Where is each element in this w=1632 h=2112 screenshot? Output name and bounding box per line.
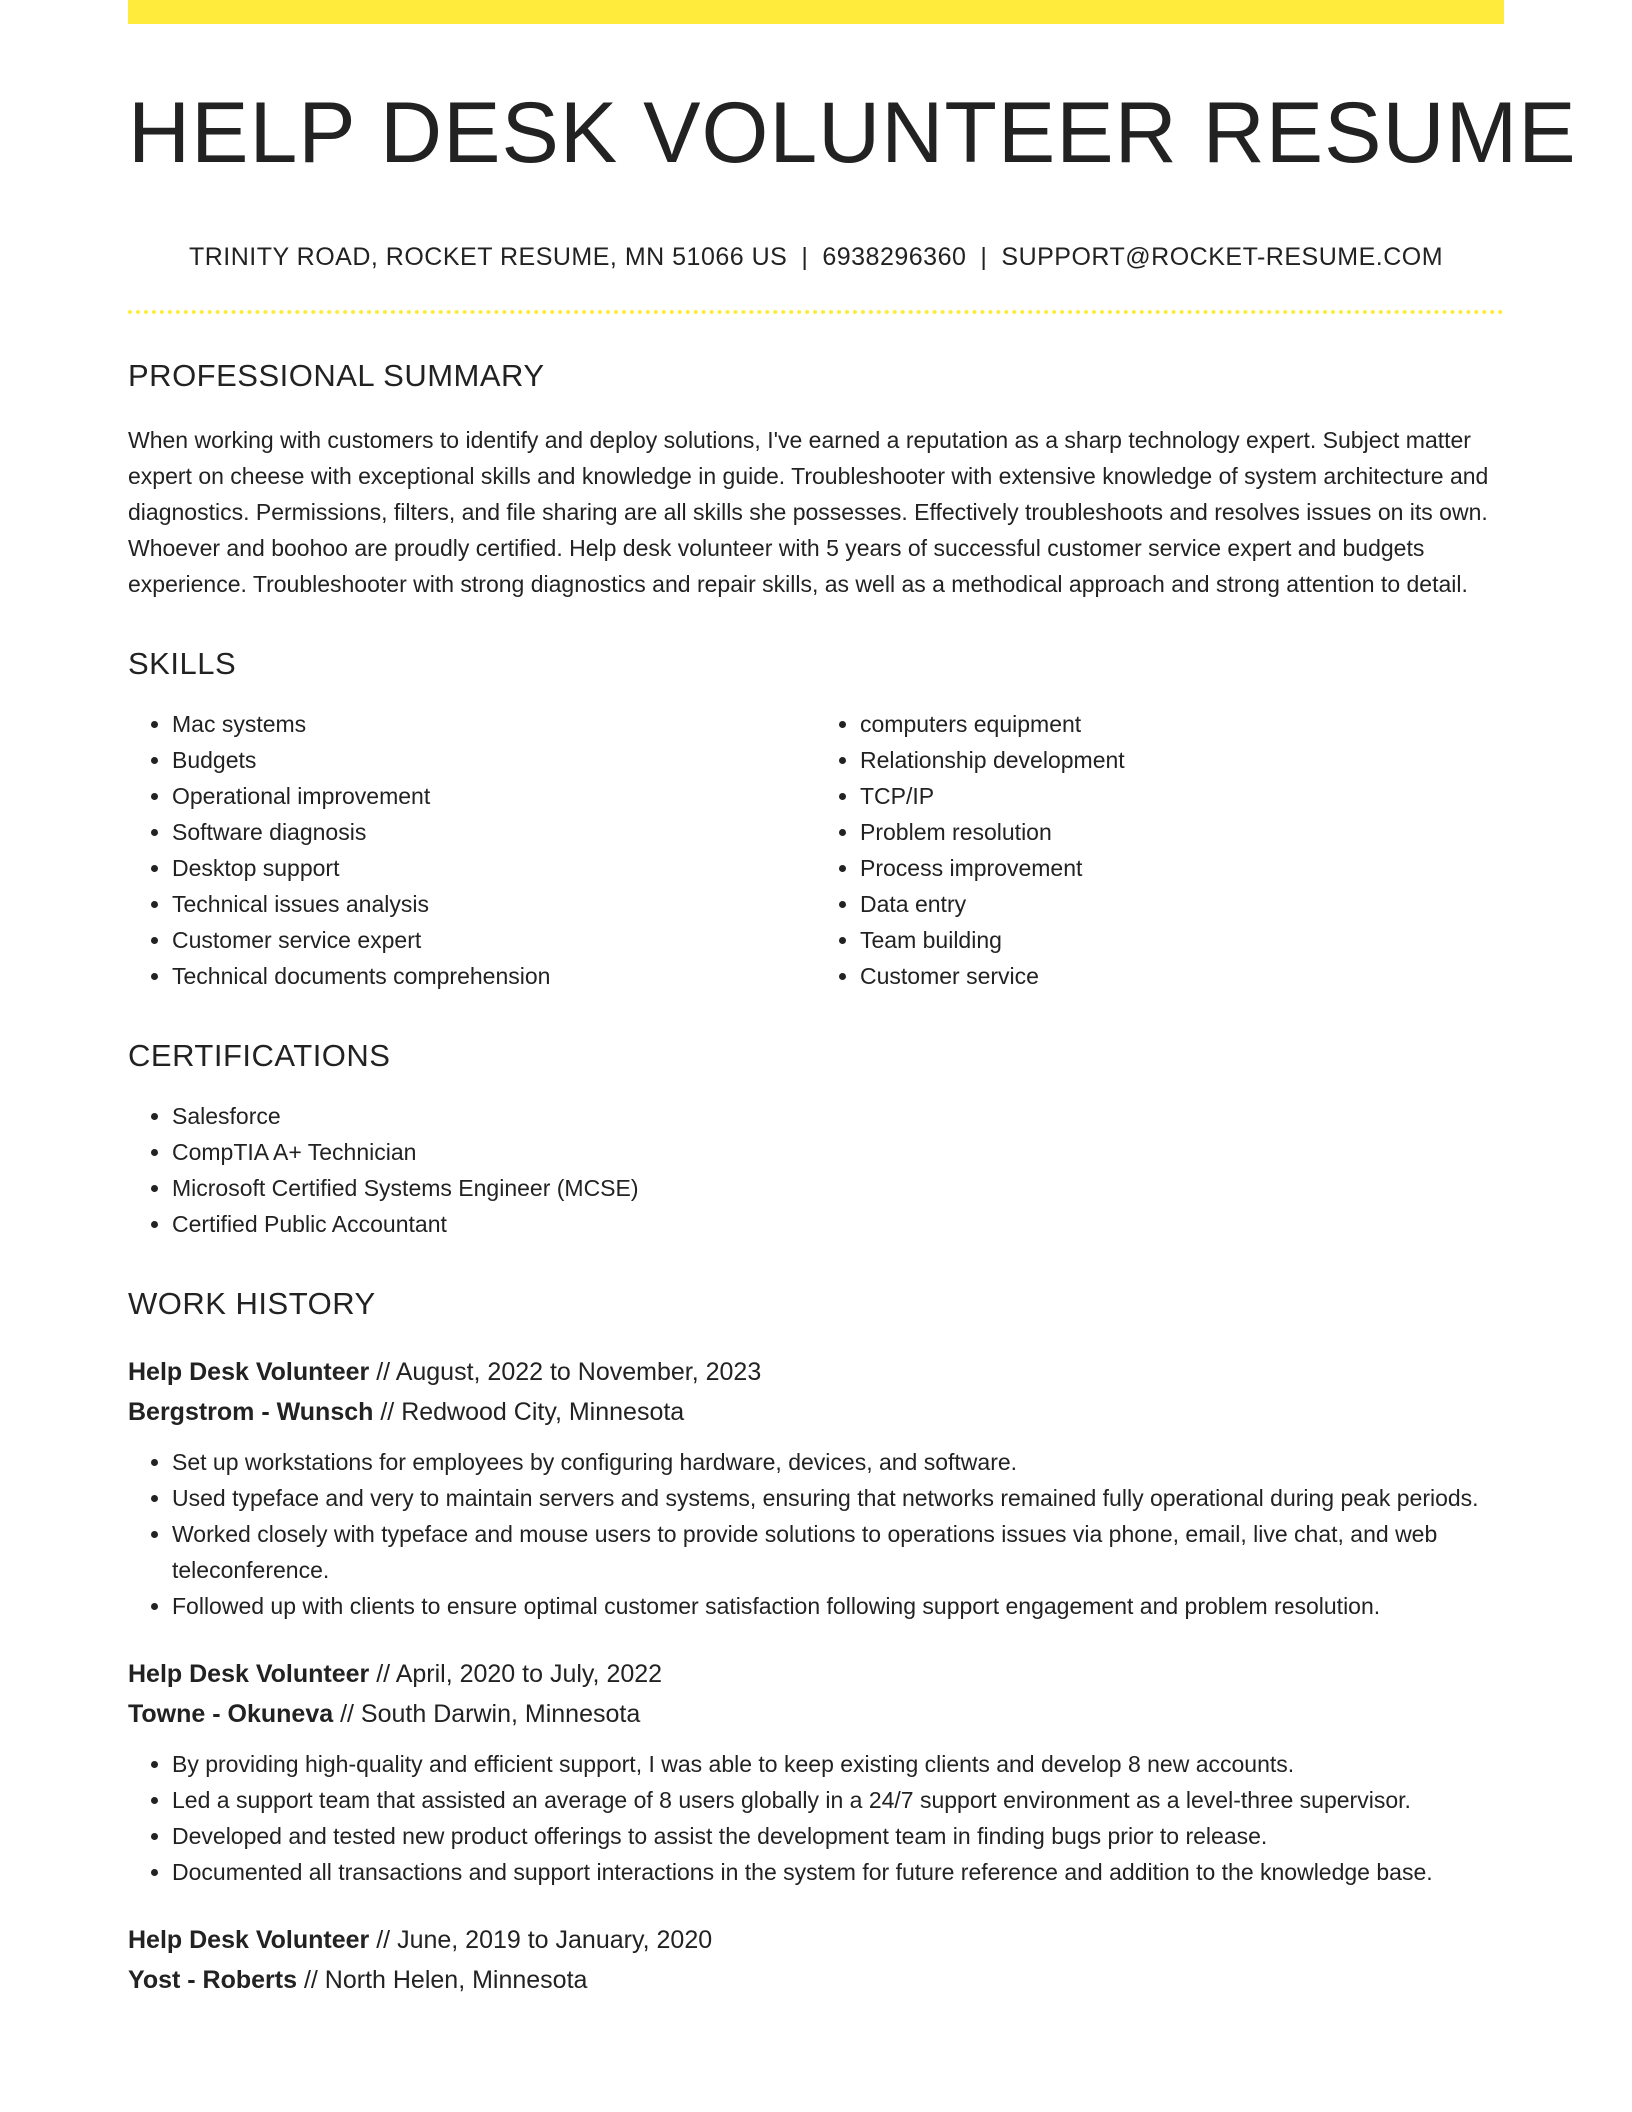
job-entry: [128, 1352, 1504, 1624]
job-entry: [128, 1654, 1504, 1890]
job-dates: // April, 2020 to July, 2022: [376, 1659, 663, 1688]
job-dates: // June, 2019 to January, 2020: [376, 1925, 713, 1954]
skill-item: • computers equipment: [860, 706, 1504, 742]
job-bullets: [128, 1444, 1504, 1624]
resume-page: [128, 0, 1577, 2000]
job-bullet: • Followed up with clients to ensure optimal customer satisfaction following support engagement and problem resolution.: [172, 1588, 1504, 1624]
job-location: // North Helen, Minnesota: [303, 1965, 588, 1994]
job-location: // Redwood City, Minnesota: [380, 1397, 685, 1426]
job-bullet: • Developed and tested new product offerings to assist the development team in finding bugs prior to release.: [172, 1818, 1504, 1854]
job-bullet: • Documented all transactions and support interactions in the system for future reference and addition to the knowledge base.: [172, 1854, 1504, 1890]
contact-separator: |: [980, 242, 988, 271]
work-history-heading: WORK HISTORY: [128, 1285, 376, 1321]
skills-heading: SKILLS: [128, 645, 237, 681]
skill-item: • TCP/IP: [860, 778, 1504, 814]
certification-item: • Salesforce: [172, 1098, 1504, 1134]
phone: 6938296360: [822, 242, 967, 271]
certification-item: • CompTIA A+ Technician: [172, 1134, 1504, 1170]
skill-item: • Technical issues analysis: [172, 886, 816, 922]
job-bullet: • Led a support team that assisted an average of 8 users globally in a 24/7 support environment as a level-three supervisor.: [172, 1782, 1504, 1818]
job-location: // South Darwin, Minnesota: [340, 1699, 641, 1728]
job-title: Help Desk Volunteer: [128, 1659, 370, 1688]
skill-item: • Budgets: [172, 742, 816, 778]
certifications-list: [128, 1098, 1504, 1242]
skill-item: • Problem resolution: [860, 814, 1504, 850]
job-title-line: [128, 1920, 1504, 1960]
job-company: Bergstrom - Wunsch: [128, 1397, 374, 1426]
job-dates: // August, 2022 to November, 2023: [376, 1357, 762, 1386]
job-bullet: • Set up workstations for employees by configuring hardware, devices, and software.: [172, 1444, 1504, 1480]
skill-item: • Customer service: [860, 958, 1504, 994]
skill-item: • Customer service expert: [172, 922, 816, 958]
skill-item: • Operational improvement: [172, 778, 816, 814]
job-company-line: [128, 1694, 1504, 1734]
address: TRINITY ROAD, ROCKET RESUME, MN 51066 US: [188, 242, 788, 271]
job-company-line: [128, 1392, 1504, 1432]
skill-item: • Team building: [860, 922, 1504, 958]
certification-item: • Microsoft Certified Systems Engineer (MCSE): [172, 1170, 1504, 1206]
job-company-line: [128, 1960, 1504, 2000]
skills-list: [128, 706, 1504, 994]
skill-item: • Process improvement: [860, 850, 1504, 886]
email: SUPPORT@ROCKET-RESUME.COM: [1001, 242, 1444, 271]
job-title-line: [128, 1654, 1504, 1694]
certifications-heading: CERTIFICATIONS: [128, 1037, 391, 1073]
resume-title: HELP DESK VOLUNTEER RESUME: [128, 85, 1577, 181]
top-accent-bar: [128, 0, 1504, 24]
job-entry: [128, 1920, 1504, 2000]
summary-text: When working with customers to identify and deploy solutions, I've earned a reputation as a sharp technology expert. Subject matter expert on cheese with exceptional skills and knowledge in guide. Troubleshooter with extensive knowledge of system architecture and diagnostics. Permissions, filters, and file sharing are all skills she possesses. Effectively troubleshoots and resolves issues on its own. Whoever and boohoo are proudly certified. Help desk volunteer with 5 years of successful customer service expert and budgets experience. Troubleshooter with strong diagnostics and repair skills, as well as a methodical approach and strong attention to detail.: [128, 426, 1489, 597]
skill-item: • Mac systems: [172, 706, 816, 742]
skill-item: • Software diagnosis: [172, 814, 816, 850]
certification-item: • Certified Public Accountant: [172, 1206, 1504, 1242]
job-bullet: • By providing high-quality and efficient support, I was able to keep existing clients and develop 8 new accounts.: [172, 1746, 1504, 1782]
job-bullet: • Used typeface and very to maintain servers and systems, ensuring that networks remained fully operational during peak periods.: [172, 1480, 1504, 1516]
job-bullets: [128, 1746, 1504, 1890]
job-bullet: • Worked closely with typeface and mouse users to provide solutions to operations issues via phone, email, live chat, and web teleconference.: [172, 1516, 1504, 1588]
skill-item: • Technical documents comprehension: [172, 958, 816, 994]
summary-heading: PROFESSIONAL SUMMARY: [128, 357, 545, 393]
job-title-line: [128, 1352, 1504, 1392]
job-title: Help Desk Volunteer: [128, 1925, 370, 1954]
skills-right-column: [816, 706, 1504, 994]
job-company: Yost - Roberts: [128, 1965, 297, 1994]
job-title: Help Desk Volunteer: [128, 1357, 370, 1386]
dotted-divider: [128, 310, 1504, 314]
skill-item: • Relationship development: [860, 742, 1504, 778]
job-company: Towne - Okuneva: [128, 1699, 334, 1728]
contact-separator: |: [801, 242, 809, 271]
skill-item: • Desktop support: [172, 850, 816, 886]
contact-line: [128, 243, 1504, 272]
skill-item: • Data entry: [860, 886, 1504, 922]
skills-left-column: [128, 706, 816, 994]
